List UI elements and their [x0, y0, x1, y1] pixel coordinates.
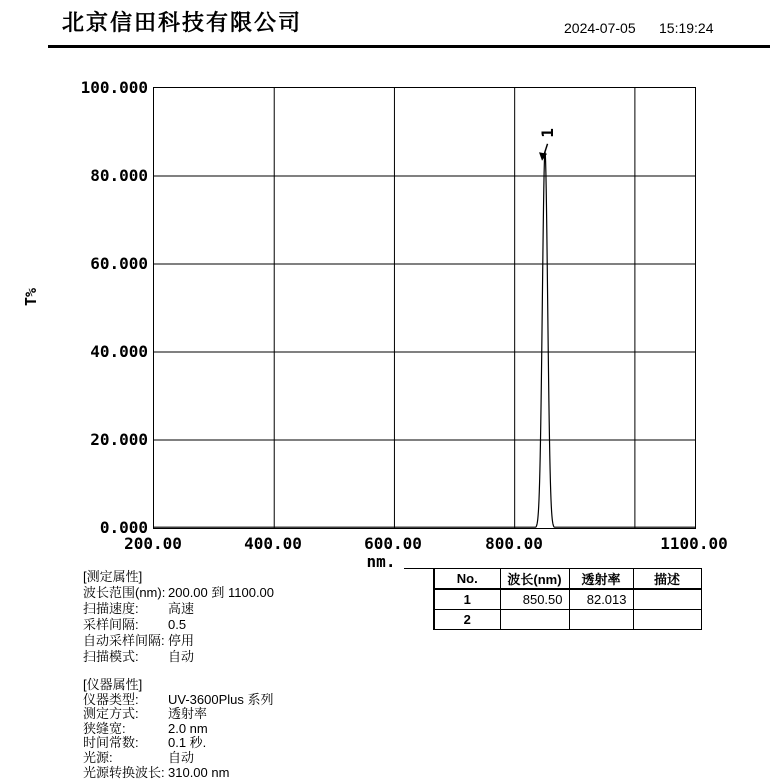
property-value: 高速	[168, 601, 195, 616]
property-label: 光源:	[83, 749, 113, 765]
x-tick-label: 800.00	[485, 534, 543, 553]
property-row	[83, 766, 274, 779]
property-row	[83, 751, 274, 766]
property-value: UV-3600Plus 系列	[168, 691, 274, 707]
property-row	[83, 633, 274, 649]
spectrum-plot	[153, 87, 696, 529]
property-label: 波长范围(nm):	[83, 585, 166, 600]
col-header-description: 描述	[633, 569, 701, 590]
cell-wavelength	[500, 610, 569, 630]
property-value: 透射率	[168, 706, 208, 722]
property-value: 2.0 nm	[168, 720, 208, 736]
property-row	[83, 649, 274, 665]
property-label: 扫描速度:	[83, 601, 139, 616]
property-value: 0.1 秒.	[168, 735, 207, 751]
property-label: 自动采样间隔:	[83, 633, 165, 648]
peak-table-header-row	[434, 569, 701, 590]
x-axis-title: nm.	[366, 552, 396, 571]
property-label: 时间常数:	[83, 735, 139, 751]
report-time: 15:19:24	[659, 20, 714, 36]
property-row	[83, 707, 274, 722]
property-row	[83, 585, 274, 601]
peak-annotation-label: 1	[538, 128, 558, 138]
property-row	[83, 693, 274, 708]
table-row	[434, 589, 701, 610]
transmittance-curve	[154, 88, 695, 528]
instrument-properties	[83, 678, 274, 779]
property-row	[83, 722, 274, 737]
y-tick-label: 20.000	[90, 430, 148, 449]
property-row	[83, 601, 274, 617]
property-value: 自动	[168, 649, 195, 664]
col-header-wavelength: 波长(nm)	[500, 569, 569, 590]
x-tick-label: 200.00	[124, 534, 182, 553]
cell-wavelength: 850.50	[500, 589, 569, 610]
col-header-no: No.	[434, 569, 500, 590]
property-label: 光源转换波长:	[83, 764, 165, 779]
header-rule	[48, 45, 770, 48]
y-tick-label: 100.000	[80, 78, 148, 97]
company-title: 北京信田科技有限公司	[62, 10, 303, 35]
y-axis-title: T%	[22, 287, 41, 307]
cell-description	[633, 589, 701, 610]
property-label: 仪器类型:	[83, 691, 139, 707]
property-row	[83, 736, 274, 751]
y-tick-label: 60.000	[90, 254, 148, 273]
x-tick-label: 1100.00	[660, 534, 728, 553]
property-label: 采样间隔:	[83, 617, 139, 632]
property-value: 停用	[168, 633, 195, 648]
property-value: 310.00 nm	[168, 764, 230, 779]
y-tick-label: 40.000	[90, 342, 148, 361]
property-value: 0.5	[168, 617, 187, 632]
property-label: 测定方式:	[83, 706, 139, 722]
property-label: 狭缝宽:	[83, 720, 126, 736]
cell-no: 2	[434, 610, 500, 630]
section-title-instrument: [仪器属性]	[83, 677, 143, 692]
cell-description	[633, 610, 701, 630]
section-title-measurement: [测定属性]	[83, 569, 143, 584]
cell-transmittance	[569, 610, 633, 630]
property-value: 自动	[168, 749, 195, 765]
table-row	[434, 610, 701, 630]
cell-transmittance: 82.013	[569, 589, 633, 610]
col-header-transmittance: 透射率	[569, 569, 633, 590]
property-label: 扫描模式:	[83, 649, 139, 664]
table-leader-line	[404, 568, 436, 569]
cell-no: 1	[434, 589, 500, 610]
x-tick-label: 600.00	[364, 534, 422, 553]
peak-table	[433, 568, 702, 630]
report-date: 2024-07-05	[564, 20, 636, 36]
property-row	[83, 617, 274, 633]
measurement-properties	[83, 569, 274, 665]
y-tick-label: 0.000	[99, 518, 148, 537]
y-tick-label: 80.000	[90, 166, 148, 185]
x-tick-label: 400.00	[244, 534, 302, 553]
property-value: 200.00 到 1100.00	[168, 585, 275, 600]
